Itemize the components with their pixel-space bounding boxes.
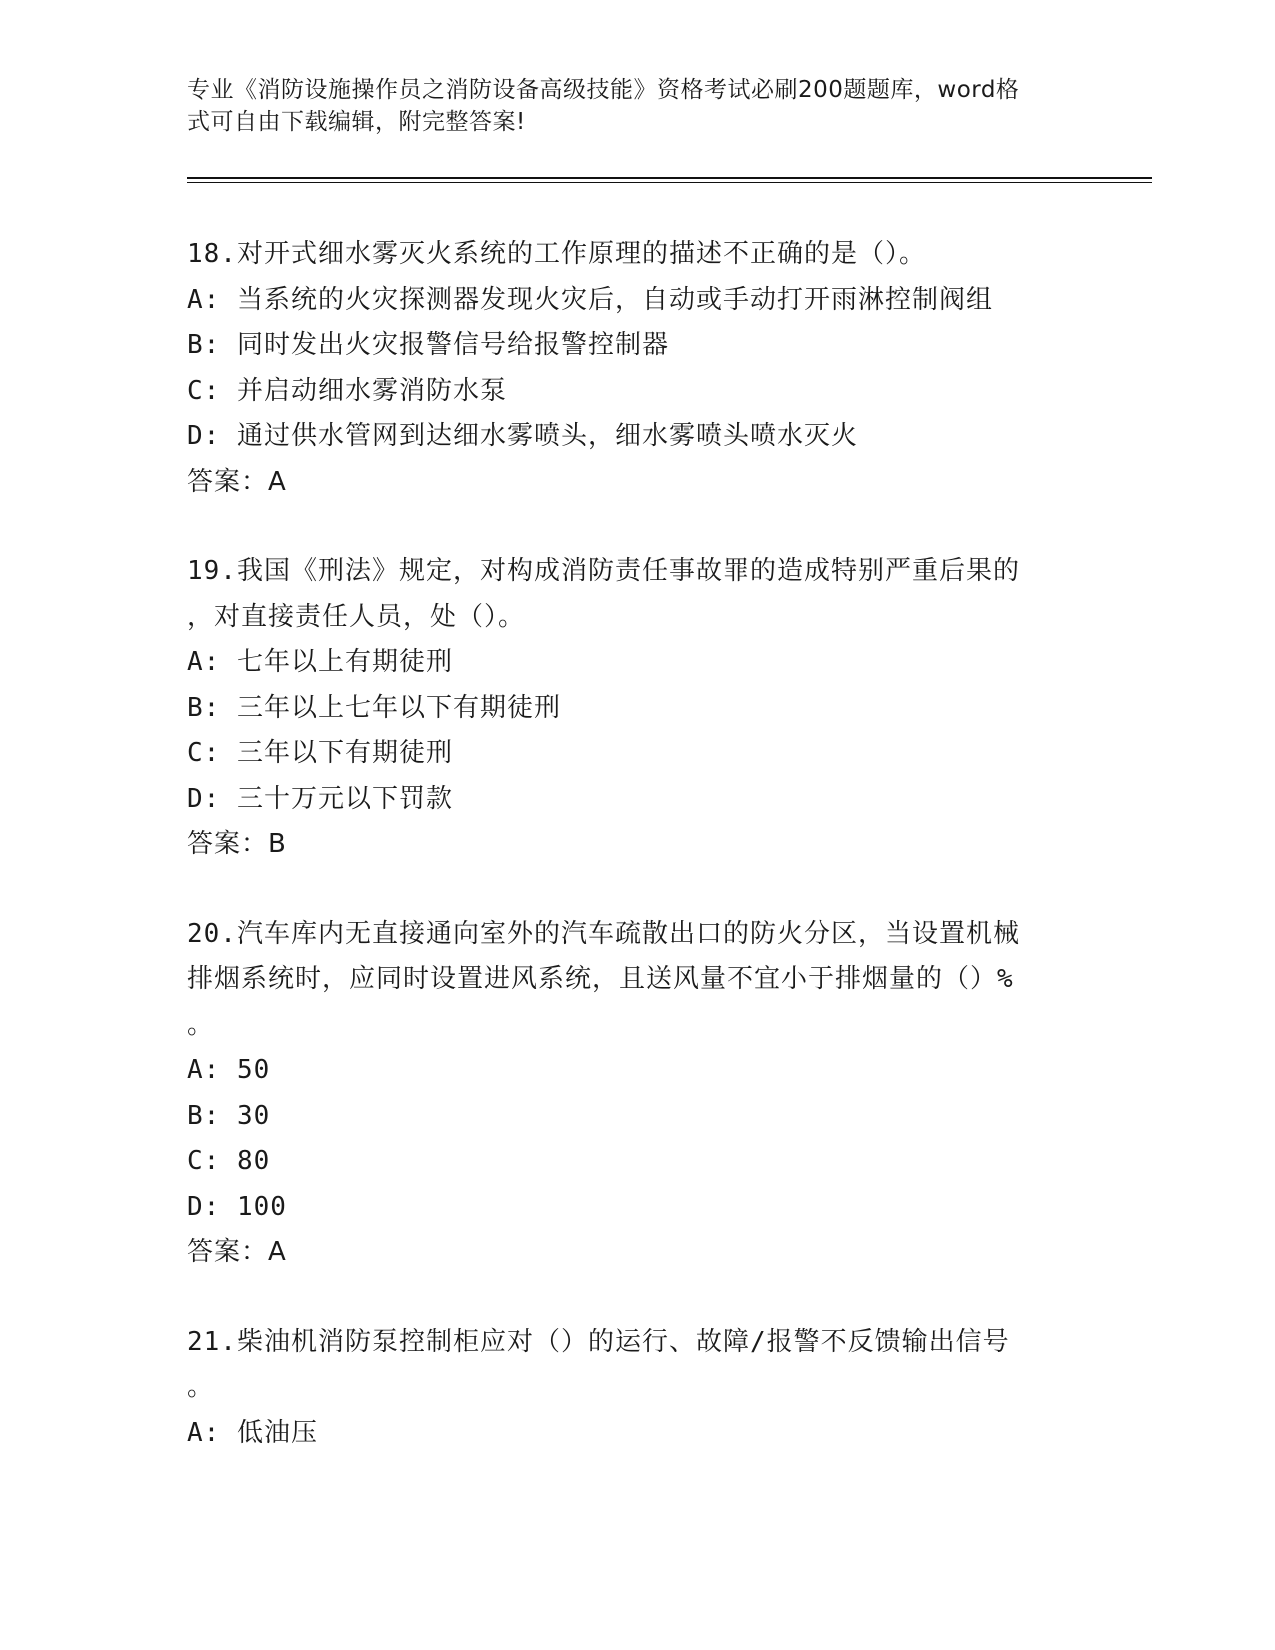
option-c: C: 三年以下有期徒刑 xyxy=(187,738,453,768)
answer: 答案：A xyxy=(187,466,287,497)
document-header xyxy=(187,74,1067,138)
option-d: D: 100 xyxy=(187,1191,287,1222)
question-21 xyxy=(187,1320,1077,1457)
question-stem: 18.对开式细水雾灭火系统的工作原理的描述不正确的是（）。 xyxy=(187,239,926,269)
question-20 xyxy=(187,912,1077,1276)
answer: 答案：B xyxy=(187,829,287,859)
question-stem: 。 xyxy=(187,1009,215,1040)
question-stem: 。 xyxy=(187,1372,215,1402)
question-stem: 20.汽车库内无直接通向室外的汽车疏散出口的防火分区，当设置机械 xyxy=(187,918,1020,949)
option-b: B: 同时发出火灾报警信号给报警控制器 xyxy=(187,330,669,360)
option-a: A: 50 xyxy=(187,1055,271,1085)
option-a: A: 当系统的火灾探测器发现火灾后，自动或手动打开雨淋控制阀组 xyxy=(187,284,993,315)
header-divider-thin xyxy=(187,182,1152,183)
question-stem: 19.我国《刑法》规定，对构成消防责任事故罪的造成特别严重后果的 xyxy=(187,556,1020,586)
header-line-2: 式可自由下载编辑，附完整答案! xyxy=(187,109,526,135)
option-c: C: 并启动细水雾消防水泵 xyxy=(187,375,507,406)
question-18 xyxy=(187,232,1077,505)
question-stem: ，对直接责任人员，处（）。 xyxy=(187,601,526,632)
header-divider-thick xyxy=(187,177,1152,179)
answer: 答案：A xyxy=(187,1237,287,1267)
option-d: D: 通过供水管网到达细水雾喷头，细水雾喷头喷水灭火 xyxy=(187,421,858,451)
question-stem: 21.柴油机消防泵控制柜应对（）的运行、故障/报警不反馈输出信号 xyxy=(187,1326,1010,1357)
option-b: B: 30 xyxy=(187,1100,271,1131)
option-a: A: 七年以上有期徒刑 xyxy=(187,647,453,677)
question-list xyxy=(187,232,1077,1500)
option-c: C: 80 xyxy=(187,1146,271,1176)
question-19 xyxy=(187,549,1077,868)
option-a: A: 低油压 xyxy=(187,1417,318,1448)
option-b: B: 三年以上七年以下有期徒刑 xyxy=(187,692,561,723)
header-line-1: 专业《消防设施操作员之消防设备高级技能》资格考试必刷200题题库，word格 xyxy=(187,77,1020,103)
question-stem: 排烟系统时，应同时设置进风系统，且送风量不宜小于排烟量的（）% xyxy=(187,964,1014,994)
option-d: D: 三十万元以下罚款 xyxy=(187,783,453,814)
